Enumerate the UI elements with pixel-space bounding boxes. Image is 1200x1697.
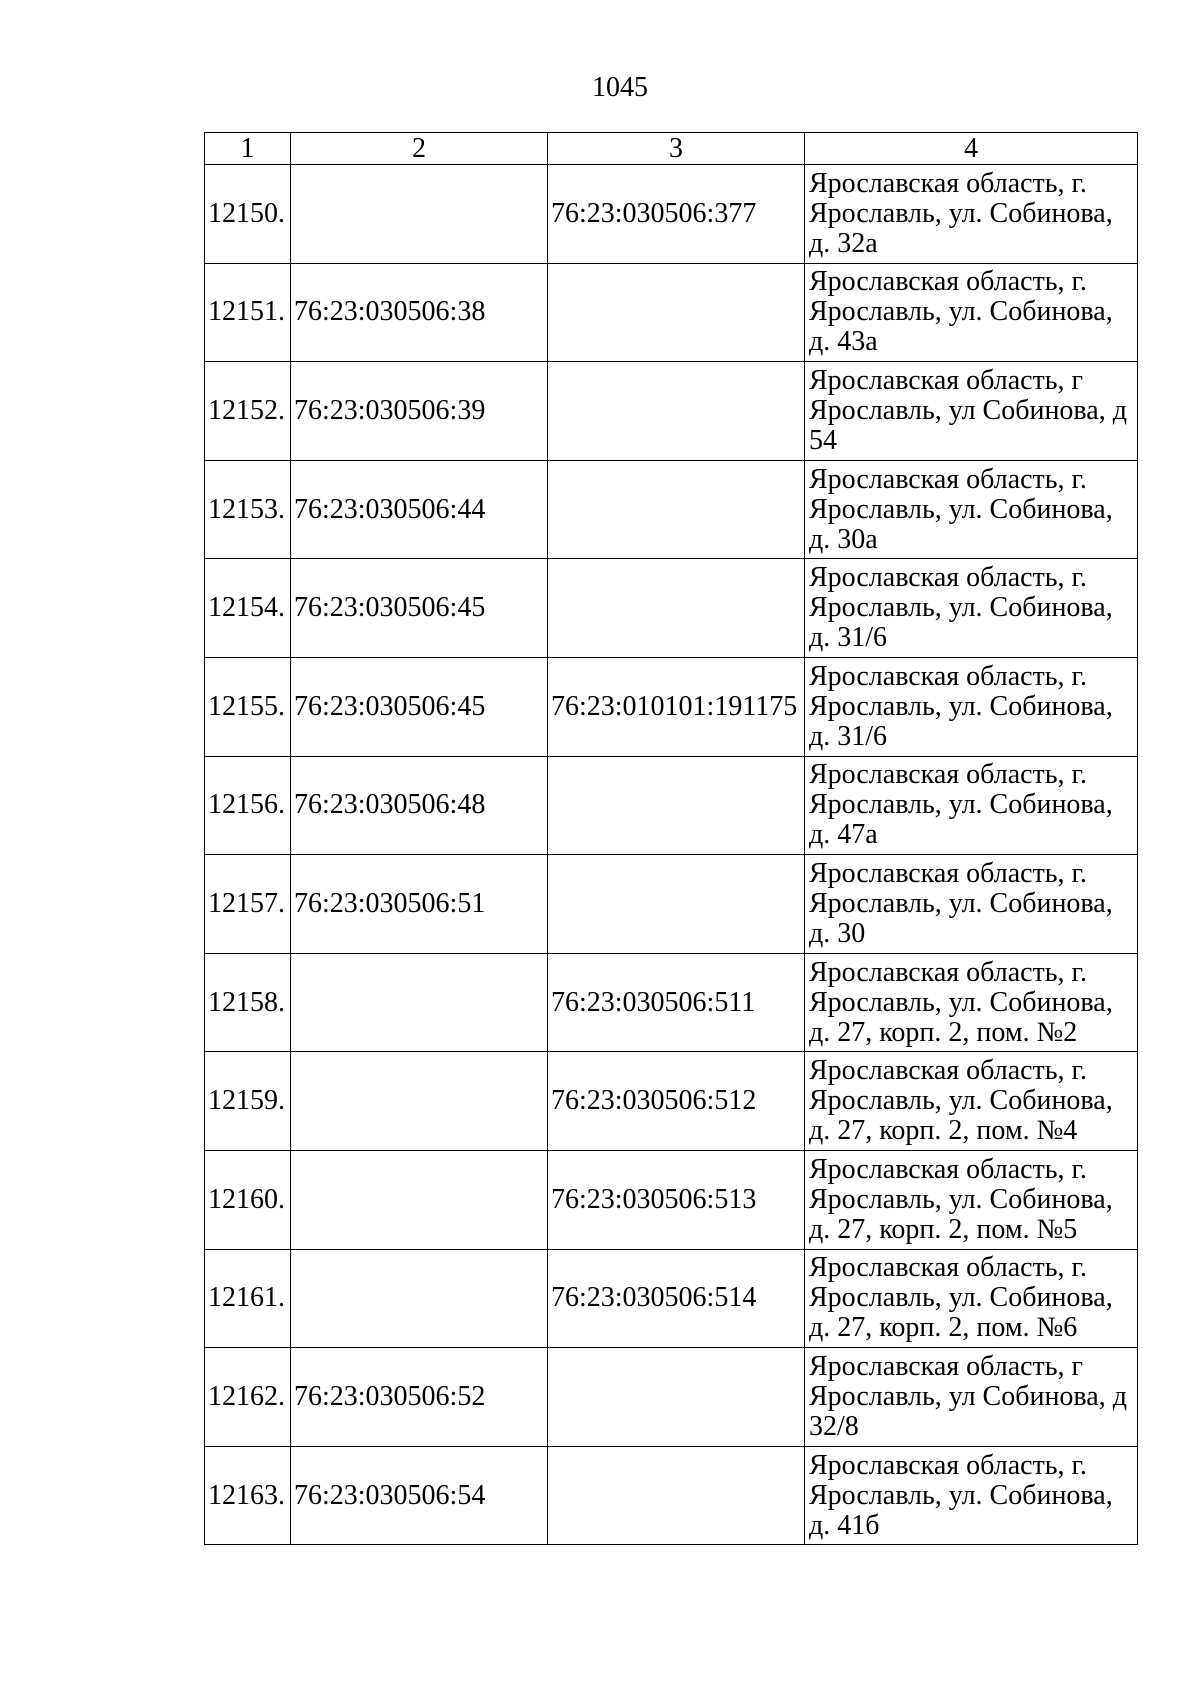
column-header: 2 xyxy=(291,133,548,165)
table-row xyxy=(205,263,1138,362)
row-number-cell: 12151. xyxy=(205,263,291,362)
table-row xyxy=(205,460,1138,559)
related-cadastral-number-cell xyxy=(548,756,805,855)
table-row xyxy=(205,855,1138,954)
row-number-cell: 12162. xyxy=(205,1348,291,1447)
cadastral-number-cell xyxy=(291,165,548,264)
address-cell: Ярославская область, г. Ярославль, ул. Собинова, д. 27, корп. 2, пом. №6 xyxy=(805,1249,1138,1348)
cadastral-number-cell: 76:23:030506:39 xyxy=(291,362,548,461)
row-number-cell: 12156. xyxy=(205,756,291,855)
page-number: 1045 xyxy=(592,72,648,103)
table-row xyxy=(205,953,1138,1052)
address-cell: Ярославская область, г. Ярославль, ул. Собинова, д. 30а xyxy=(805,460,1138,559)
related-cadastral-number-cell: 76:23:030506:377 xyxy=(548,165,805,264)
address-cell: Ярославская область, г. Ярославль, ул. Собинова, д. 27, корп. 2, пом. №4 xyxy=(805,1052,1138,1151)
cadastral-number-cell: 76:23:030506:38 xyxy=(291,263,548,362)
table-row xyxy=(205,1052,1138,1151)
table-row xyxy=(205,559,1138,658)
table-header-row xyxy=(205,133,1138,165)
cadastral-number-cell xyxy=(291,1249,548,1348)
related-cadastral-number-cell xyxy=(548,1348,805,1447)
address-cell: Ярославская область, г. Ярославль, ул. Собинова, д. 47а xyxy=(805,756,1138,855)
cadastral-table xyxy=(204,132,1138,1545)
address-cell: Ярославская область, г. Ярославль, ул. Собинова, д. 31/6 xyxy=(805,559,1138,658)
cadastral-number-cell: 76:23:030506:54 xyxy=(291,1446,548,1545)
table-row xyxy=(205,756,1138,855)
cadastral-number-cell xyxy=(291,1052,548,1151)
table-row xyxy=(205,362,1138,461)
address-cell: Ярославская область, г. Ярославль, ул. Собинова, д. 27, корп. 2, пом. №2 xyxy=(805,953,1138,1052)
related-cadastral-number-cell: 76:23:030506:512 xyxy=(548,1052,805,1151)
related-cadastral-number-cell xyxy=(548,855,805,954)
related-cadastral-number-cell xyxy=(548,263,805,362)
row-number-cell: 12163. xyxy=(205,1446,291,1545)
address-cell: Ярославская область, г Ярославль, ул Собинова, д 32/8 xyxy=(805,1348,1138,1447)
column-header: 3 xyxy=(548,133,805,165)
table-row xyxy=(205,657,1138,756)
related-cadastral-number-cell xyxy=(548,362,805,461)
cadastral-number-cell: 76:23:030506:45 xyxy=(291,559,548,658)
address-cell: Ярославская область, г. Ярославль, ул. Собинова, д. 41б xyxy=(805,1446,1138,1545)
row-number-cell: 12155. xyxy=(205,657,291,756)
row-number-cell: 12152. xyxy=(205,362,291,461)
address-cell: Ярославская область, г. Ярославль, ул. Собинова, д. 30 xyxy=(805,855,1138,954)
cadastral-number-cell: 76:23:030506:44 xyxy=(291,460,548,559)
cadastral-number-cell: 76:23:030506:51 xyxy=(291,855,548,954)
table-row xyxy=(205,1249,1138,1348)
table-row xyxy=(205,1150,1138,1249)
row-number-cell: 12150. xyxy=(205,165,291,264)
address-cell: Ярославская область, г. Ярославль, ул. Собинова, д. 43а xyxy=(805,263,1138,362)
row-number-cell: 12158. xyxy=(205,953,291,1052)
related-cadastral-number-cell: 76:23:030506:513 xyxy=(548,1150,805,1249)
row-number-cell: 12159. xyxy=(205,1052,291,1151)
row-number-cell: 12154. xyxy=(205,559,291,658)
row-number-cell: 12153. xyxy=(205,460,291,559)
address-cell: Ярославская область, г. Ярославль, ул. Собинова, д. 32а xyxy=(805,165,1138,264)
cadastral-number-cell: 76:23:030506:48 xyxy=(291,756,548,855)
related-cadastral-number-cell: 76:23:030506:514 xyxy=(548,1249,805,1348)
column-header: 4 xyxy=(805,133,1138,165)
address-cell: Ярославская область, г. Ярославль, ул. Собинова, д. 27, корп. 2, пом. №5 xyxy=(805,1150,1138,1249)
cadastral-number-cell: 76:23:030506:45 xyxy=(291,657,548,756)
address-cell: Ярославская область, г. Ярославль, ул. Собинова, д. 31/6 xyxy=(805,657,1138,756)
table-row xyxy=(205,165,1138,264)
row-number-cell: 12161. xyxy=(205,1249,291,1348)
table-row xyxy=(205,1446,1138,1545)
related-cadastral-number-cell: 76:23:010101:191175 xyxy=(548,657,805,756)
cadastral-number-cell xyxy=(291,953,548,1052)
table-row xyxy=(205,1348,1138,1447)
cadastral-number-cell: 76:23:030506:52 xyxy=(291,1348,548,1447)
column-header: 1 xyxy=(205,133,291,165)
related-cadastral-number-cell xyxy=(548,460,805,559)
related-cadastral-number-cell xyxy=(548,1446,805,1545)
related-cadastral-number-cell xyxy=(548,559,805,658)
row-number-cell: 12160. xyxy=(205,1150,291,1249)
address-cell: Ярославская область, г Ярославль, ул Собинова, д 54 xyxy=(805,362,1138,461)
cadastral-number-cell xyxy=(291,1150,548,1249)
row-number-cell: 12157. xyxy=(205,855,291,954)
related-cadastral-number-cell: 76:23:030506:511 xyxy=(548,953,805,1052)
